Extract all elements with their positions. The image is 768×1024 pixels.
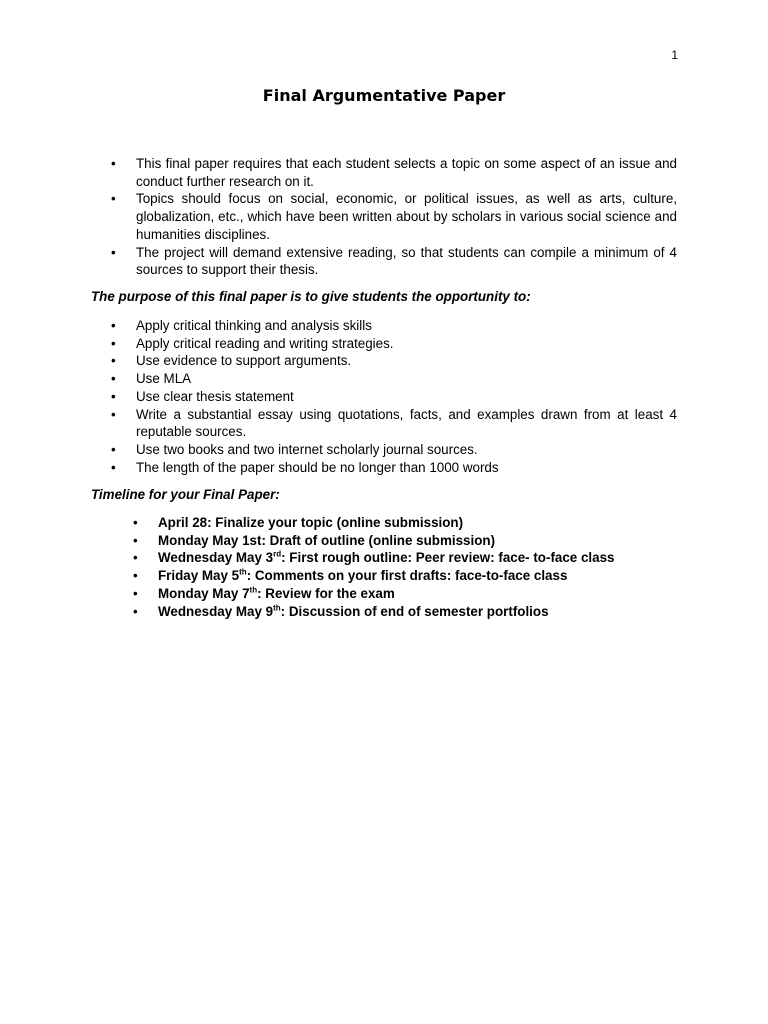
timeline-item xyxy=(133,603,678,621)
ordinal-suffix: rd xyxy=(273,549,282,559)
bullet-icon: • xyxy=(111,156,116,171)
ordinal-suffix: th xyxy=(239,567,247,577)
list-item-text: Write a substantial essay using quotations, facts, and examples drawn from at least 4 reputable sources. xyxy=(136,406,677,440)
bullet-icon: • xyxy=(111,441,116,457)
list-item-text: The length of the paper should be no longer than 1000 words xyxy=(136,459,499,475)
timeline-heading: Timeline for your Final Paper: xyxy=(91,487,280,502)
list-item-text: Topics should focus on social, economic, or political issues, as well as arts, culture, globalization, etc., which have been written about by scholars in various social science and humanities disciplines. xyxy=(136,191,677,242)
list-item-text: Use clear thesis statement xyxy=(136,388,294,404)
page-title: Final Argumentative Paper xyxy=(262,86,506,105)
bullet-icon: • xyxy=(133,550,138,566)
timeline-date: Monday May 1st xyxy=(158,532,262,548)
list-item xyxy=(111,370,677,388)
bullet-icon: • xyxy=(111,388,116,404)
bullet-icon: • xyxy=(133,585,138,601)
timeline-date: Wednesday May 3 xyxy=(158,550,274,566)
list-item-text: Apply critical reading and writing strategies. xyxy=(136,335,394,351)
bullet-icon: • xyxy=(133,603,138,619)
page-number: 1 xyxy=(671,48,678,62)
list-item-text: Apply critical thinking and analysis skills xyxy=(136,318,372,333)
bullet-icon: • xyxy=(133,568,138,584)
bullet-icon: • xyxy=(111,244,116,260)
bullet-icon: • xyxy=(133,515,138,530)
timeline-text: : Discussion of end of semester portfolios xyxy=(280,603,549,619)
list-item-text: Use two books and two internet scholarly journal sources. xyxy=(136,441,478,457)
bullet-icon: • xyxy=(133,532,138,548)
bullet-icon: • xyxy=(111,459,116,475)
bullet-icon: • xyxy=(111,353,116,369)
purpose-bullet-list xyxy=(111,317,677,476)
bullet-icon: • xyxy=(111,318,116,333)
timeline-text: : Finalize your topic (online submission) xyxy=(207,515,464,530)
timeline-list xyxy=(133,514,678,620)
list-item xyxy=(111,335,677,353)
list-item xyxy=(111,388,677,406)
ordinal-suffix: th xyxy=(273,603,281,613)
timeline-date: April 28 xyxy=(158,515,208,530)
list-item xyxy=(111,244,677,279)
bullet-icon: • xyxy=(111,335,116,351)
list-item-text: This final paper requires that each student selects a topic on some aspect of an issue and conduct further research on it. xyxy=(136,156,677,189)
timeline-item xyxy=(133,514,678,532)
list-item-text: The project will demand extensive reading, so that students can compile a minimum of 4 sources to support their thesis. xyxy=(136,244,677,278)
list-item xyxy=(111,459,677,477)
purpose-heading: The purpose of this final paper is to give students the opportunity to: xyxy=(91,289,531,304)
list-item xyxy=(111,155,677,190)
timeline-item xyxy=(133,549,678,567)
timeline-text: : Review for the exam xyxy=(257,585,395,601)
list-item xyxy=(111,190,677,243)
ordinal-suffix: th xyxy=(249,585,258,595)
timeline-date: Friday May 5 xyxy=(158,568,240,584)
timeline-item xyxy=(133,567,678,585)
bullet-icon: • xyxy=(111,406,116,422)
list-item xyxy=(111,441,677,459)
timeline-item xyxy=(133,585,678,603)
list-item xyxy=(111,317,677,335)
list-item xyxy=(111,352,677,370)
intro-bullet-list xyxy=(111,155,677,279)
timeline-text: : Comments on your first drafts: face-to-face class xyxy=(246,568,568,584)
list-item-text: Use MLA xyxy=(136,371,192,387)
list-item-text: Use evidence to support arguments. xyxy=(136,353,352,369)
bullet-icon: • xyxy=(111,371,116,387)
bullet-icon: • xyxy=(111,191,116,207)
timeline-text: : First rough outline: Peer review: face- to-face class xyxy=(281,550,615,566)
timeline-date: Wednesday May 9 xyxy=(158,603,274,619)
timeline-item xyxy=(133,532,678,550)
timeline-text: : Draft of outline (online submission) xyxy=(261,532,496,548)
list-item xyxy=(111,406,677,441)
timeline-date: Monday May 7 xyxy=(158,585,250,601)
